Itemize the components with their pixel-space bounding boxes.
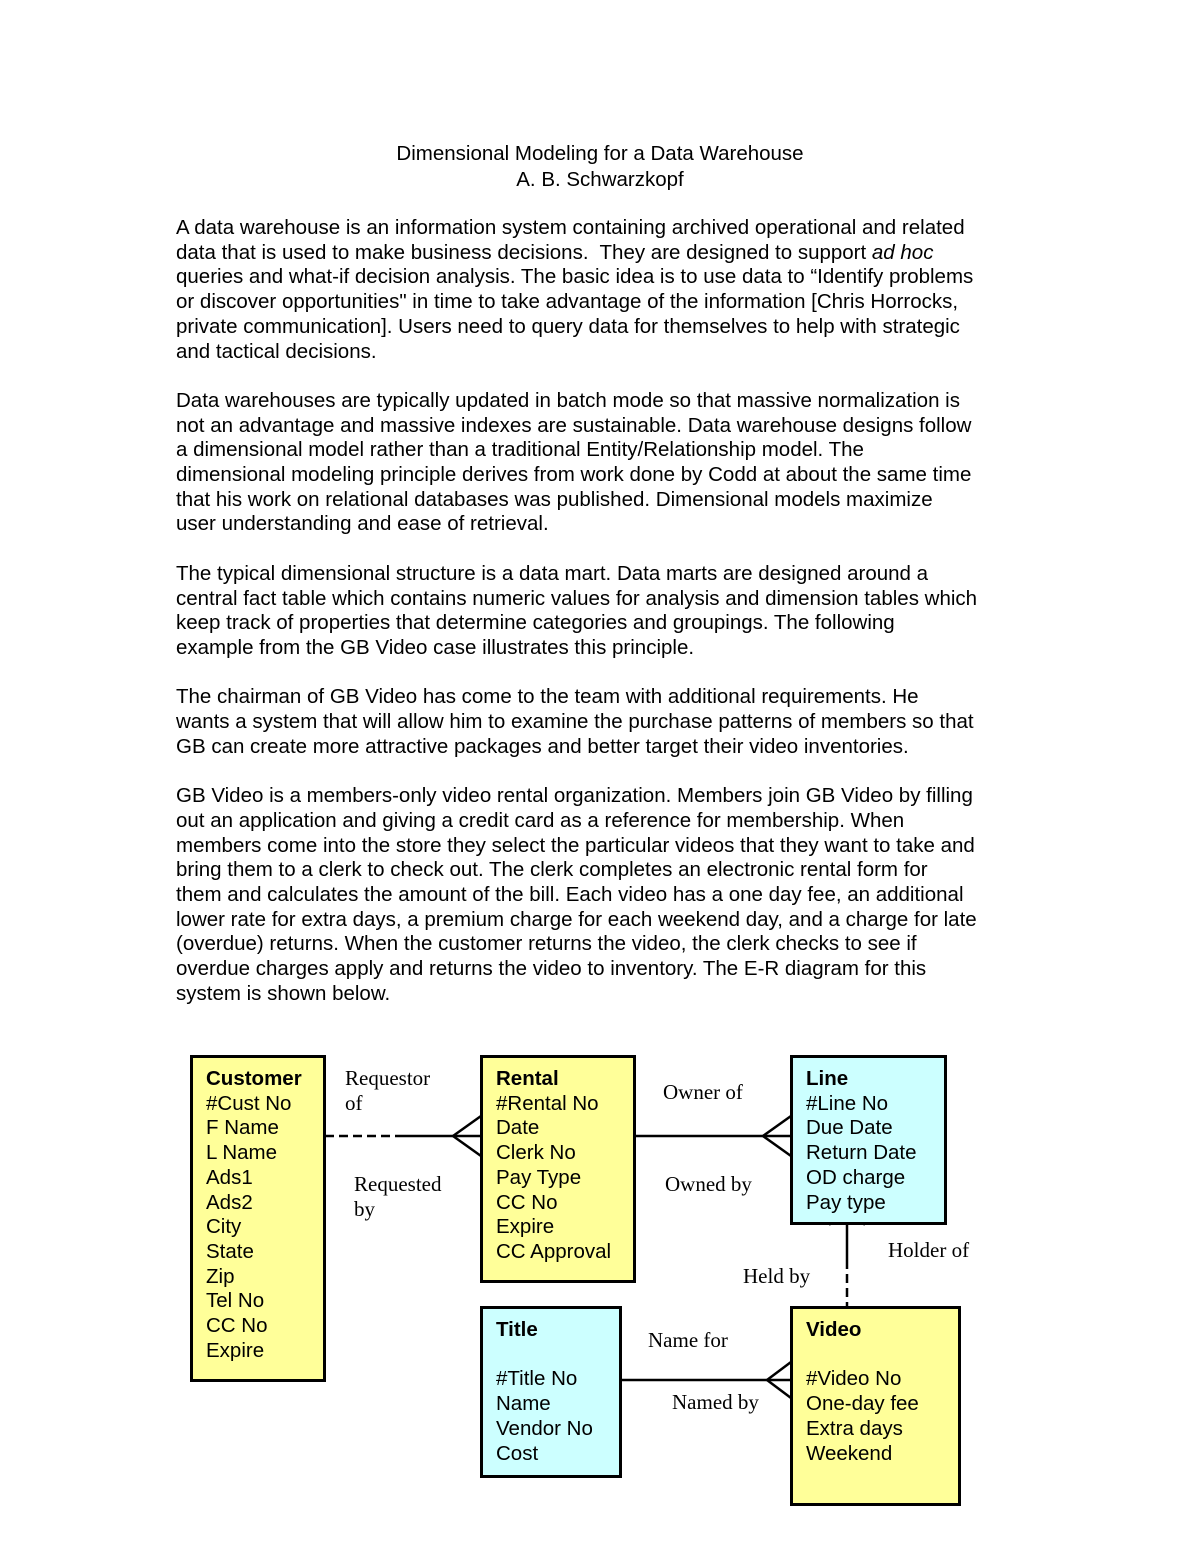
entity-attribute: City <box>206 1215 242 1239</box>
label-holder-of: Holder of <box>888 1238 970 1262</box>
text-line: them and calculates the amount of the bill. Each video has a one day fee, an additional <box>176 882 964 906</box>
text-line: members come into the store they select the particular videos that they want to take and <box>176 833 975 857</box>
label-requestor-of <box>345 1066 430 1115</box>
entity-attribute: Due Date <box>806 1116 893 1140</box>
entity-attribute: Ads2 <box>206 1190 253 1214</box>
paragraph-gb-video <box>176 784 1036 1006</box>
text-line: bring them to a clerk to check out. The clerk completes an electronic rental form for <box>176 858 928 882</box>
paragraph-intro <box>176 216 1036 364</box>
paragraph-chairman <box>176 685 1036 759</box>
document-title: Dimensional Modeling for a Data Warehouse <box>396 142 804 165</box>
text-line: system is shown below. <box>176 981 391 1005</box>
text-line: out an application and giving a credit card as a reference for membership. When <box>176 808 905 832</box>
entity-attribute: #Video No <box>806 1367 902 1391</box>
entity-attribute: State <box>206 1239 254 1263</box>
text-line: example from the GB Video case illustrates this principle. <box>176 635 695 659</box>
entity-name: Video <box>806 1318 862 1341</box>
text-line: GB Video is a members-only video rental organization. Members join GB Video by filling <box>176 784 973 808</box>
label-owner-of: Owner of <box>663 1080 743 1104</box>
entity-title <box>480 1306 622 1478</box>
entity-attribute: #Title No <box>496 1367 578 1391</box>
entity-name: Rental <box>496 1067 559 1090</box>
entity-attribute: Pay type <box>806 1190 886 1214</box>
text-line: queries and what-if decision analysis. The basic idea is to use data to “Identify problems <box>176 265 974 289</box>
entity-line <box>790 1055 947 1225</box>
emphasis-ad-hoc: ad hoc <box>871 240 934 264</box>
text-line: dimensional modeling principle derives from work done by Codd at about the same time <box>176 463 972 487</box>
text-line: wants a system that will allow him to examine the purchase patterns of members so that <box>176 710 974 734</box>
entity-attribute: Date <box>496 1116 540 1140</box>
label-line: by <box>354 1196 375 1221</box>
entity-attribute: Zip <box>206 1264 235 1288</box>
text-line: (overdue) returns. When the customer returns the video, the clerk checks to see if <box>176 932 917 956</box>
text-line: lower rate for extra days, a premium charge for each weekend day, and a charge for late <box>176 907 977 931</box>
text-line: Data warehouses are typically updated in batch mode so that massive normalization is <box>176 388 960 412</box>
entity-attribute: Pay Type <box>496 1165 582 1189</box>
document-title-block <box>0 141 1200 193</box>
entity-name: Customer <box>206 1067 302 1090</box>
entity-attribute: #Rental No <box>496 1091 599 1115</box>
text-line: user understanding and ease of retrieval. <box>176 512 549 536</box>
label-line: Requested <box>354 1172 442 1196</box>
entity-attribute: CC No <box>206 1314 268 1338</box>
entity-attribute: One-day fee <box>806 1392 919 1416</box>
er-diagram <box>0 1040 1200 1520</box>
text-line: The typical dimensional structure is a data mart. Data marts are designed around a <box>176 561 929 585</box>
entity-name: Line <box>806 1067 849 1090</box>
label-name-for: Name for <box>648 1328 728 1352</box>
entity-name: Title <box>496 1318 538 1341</box>
text-line: A data warehouse is an information system containing archived operational and related <box>176 216 965 239</box>
text-line: that his work on relational databases was published. Dimensional models maximize <box>176 487 933 511</box>
entity-video <box>790 1306 961 1506</box>
text-line: private communication]. Users need to query data for themselves to help with strategic <box>176 314 960 338</box>
entity-spacer <box>496 1343 619 1368</box>
entity-attribute: Clerk No <box>496 1141 576 1165</box>
entity-attribute: Tel No <box>206 1289 265 1313</box>
label-line: of <box>345 1090 363 1115</box>
paragraph-warehouse-updates <box>176 389 1036 537</box>
entity-attribute: Ads1 <box>206 1165 253 1189</box>
label-named-by: Named by <box>672 1390 759 1414</box>
entity-spacer <box>806 1343 958 1368</box>
label-requested-by <box>354 1172 441 1221</box>
entity-attribute: L Name <box>206 1141 278 1165</box>
text-line: and tactical decisions. <box>176 339 377 363</box>
text-line: a dimensional model rather than a traditional Entity/Relationship model. The <box>176 438 864 462</box>
entity-attribute: Vendor No <box>496 1416 593 1440</box>
label-line: Requestor <box>345 1066 431 1090</box>
text-line: keep track of properties that determine categories and groupings. The following <box>176 611 895 635</box>
entity-attribute: Cost <box>496 1441 539 1465</box>
entity-attribute: Extra days <box>806 1416 903 1440</box>
label-held-by: Held by <box>743 1264 811 1288</box>
text-line: central fact table which contains numeric values for analysis and dimension tables which <box>176 586 978 610</box>
text-line: or discover opportunities" in time to take advantage of the information [Chris Horrocks, <box>176 290 959 314</box>
label-owned-by: Owned by <box>665 1172 752 1196</box>
text-line: The chairman of GB Video has come to the team with additional requirements. He <box>176 685 919 709</box>
entity-rental <box>480 1055 636 1283</box>
document-author: A. B. Schwarzkopf <box>516 168 684 191</box>
entity-attribute: #Cust No <box>206 1091 292 1115</box>
entity-attribute: Weekend <box>806 1441 893 1465</box>
entity-attribute: Name <box>496 1392 551 1416</box>
text-line: GB can create more attractive packages and better target their video inventories. <box>176 734 909 758</box>
entity-attribute: Expire <box>496 1215 555 1239</box>
entity-attribute: CC Approval <box>496 1239 612 1263</box>
entity-attribute: CC No <box>496 1190 558 1214</box>
text-line: not an advantage and massive indexes are sustainable. Data warehouse designs follow <box>176 413 972 437</box>
entity-attribute: F Name <box>206 1116 279 1140</box>
text-line: data that is used to make business decisions. They are designed to support ad hoc <box>176 240 934 264</box>
entity-customer <box>190 1055 326 1382</box>
entity-attribute: Return Date <box>806 1141 917 1165</box>
paragraph-data-mart <box>176 562 1036 661</box>
body-text <box>176 216 1036 1031</box>
text-line: overdue charges apply and returns the video to inventory. The E-R diagram for this <box>176 957 927 981</box>
entity-attribute: OD charge <box>806 1165 906 1189</box>
entity-attribute: #Line No <box>806 1091 889 1115</box>
entity-attribute: Expire <box>206 1338 265 1362</box>
